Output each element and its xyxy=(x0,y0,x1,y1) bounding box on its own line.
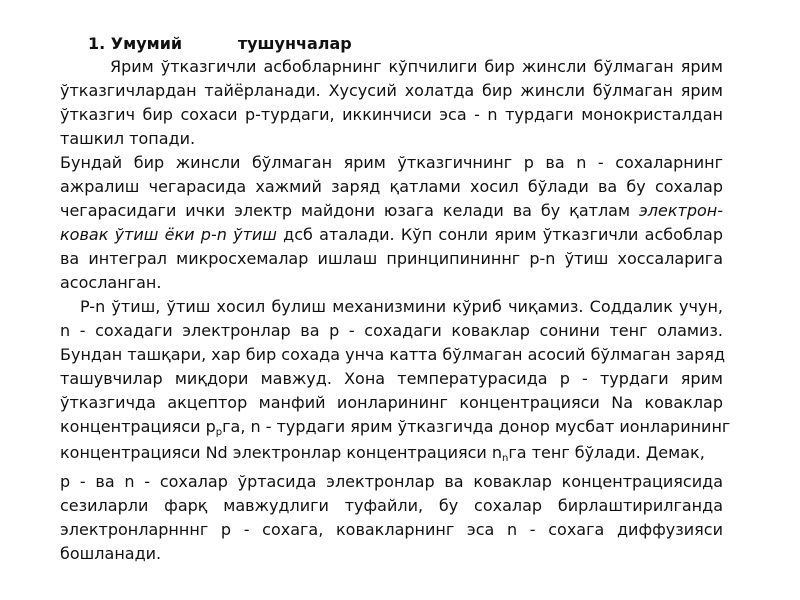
p2-line-1: Бундай бир жинсли бўлмаган ярим ўтказгичнинг р ва n - сохаларнинг xyxy=(60,153,723,172)
p2-line-3-italic: электрон- xyxy=(638,201,723,220)
p3-line-7-text-b: га тенг бўлади. Демак, xyxy=(508,443,705,462)
p2-line-3-text: чегарасидаги ички электр майдони юзага келади ва бу қатлам xyxy=(60,201,639,220)
p3-line-11: бошланади. xyxy=(60,544,162,563)
p3-line-10: электронларнннг р - сохага, ковакларнинг эса n - сохага диффузияси xyxy=(60,520,723,539)
p2-line-2: ажралиш чегарасида хажмий заряд қатлами хосил бўлади ва бу сохалар xyxy=(60,177,723,196)
p3-line-7-subscript: n xyxy=(502,453,509,464)
p3-line-3: Бундан ташқари, хар бир сохада унча катта бўлмаган асосий бўлмаган заряд xyxy=(60,345,726,364)
p1-line-2: ўтказгичлардан тайёрланади. Хусусий холатда бир жинсли бўлмаган ярим xyxy=(60,81,723,100)
p3-line-9: сезиларли фарқ мавжудлиги туфайли, бу сохалар бирлаштирилганда xyxy=(60,496,723,515)
p3-line-6-text-a: концентрацияси р xyxy=(60,417,216,436)
p3-line-7 xyxy=(60,443,705,463)
section-heading: 1. Умумий тушунчалар xyxy=(88,34,352,53)
p2-line-6: асосланган. xyxy=(60,273,162,292)
p2-line-4-italic: ковак ўтиш ёки р-n ўтиш xyxy=(60,225,277,244)
p2-line-4-text: дсб аталади. Кўп сонли ярим ўтказгичли асбоблар xyxy=(276,225,723,244)
p2-line-4 xyxy=(60,225,723,245)
p2-line-5: ва интеграл микросхемалар ишлаш принципининнг р-n ўтиш хоссаларига xyxy=(60,249,723,268)
p3-line-6-subscript: р xyxy=(215,427,223,438)
p3-line-4: ташувчилар миқдори мавжуд. Хона температурасида р - турдаги ярим xyxy=(60,369,723,388)
p3-line-6 xyxy=(60,417,731,438)
p2-line-3 xyxy=(60,201,723,221)
p3-line-2: n - сохадаги электронлар ва р - сохадаги коваклар сонини тенг оламиз. xyxy=(60,321,723,340)
p3-line-7-text-a: концентрацияси Nd электронлар концентрацияси n xyxy=(60,443,503,462)
p3-line-6-text-b: га, n - турдаги ярим ўтказгичда донор мусбат ионларининг xyxy=(222,417,731,436)
p3-line-1: P-n ўтиш, ўтиш хосил булиш механизмини кўриб чиқамиз. Соддалик учун, xyxy=(80,297,723,316)
p1-line-4: ташкил топади. xyxy=(60,129,196,148)
p1-line-1: Ярим ўтказгичли асбобларнинг кўпчилиги бир жинсли бўлмаган ярим xyxy=(110,57,723,76)
p3-line-5: ўтказгичда акцептор манфий ионларининг концентрацияси Na коваклар xyxy=(60,393,723,412)
p3-line-8: р - ва n - сохалар ўртасида электронлар ва коваклар концентрациясида xyxy=(60,472,723,491)
p1-line-3: ўтказгич бир сохаси р-турдаги, иккинчиси эса - n турдаги монокристалдан xyxy=(60,105,723,124)
